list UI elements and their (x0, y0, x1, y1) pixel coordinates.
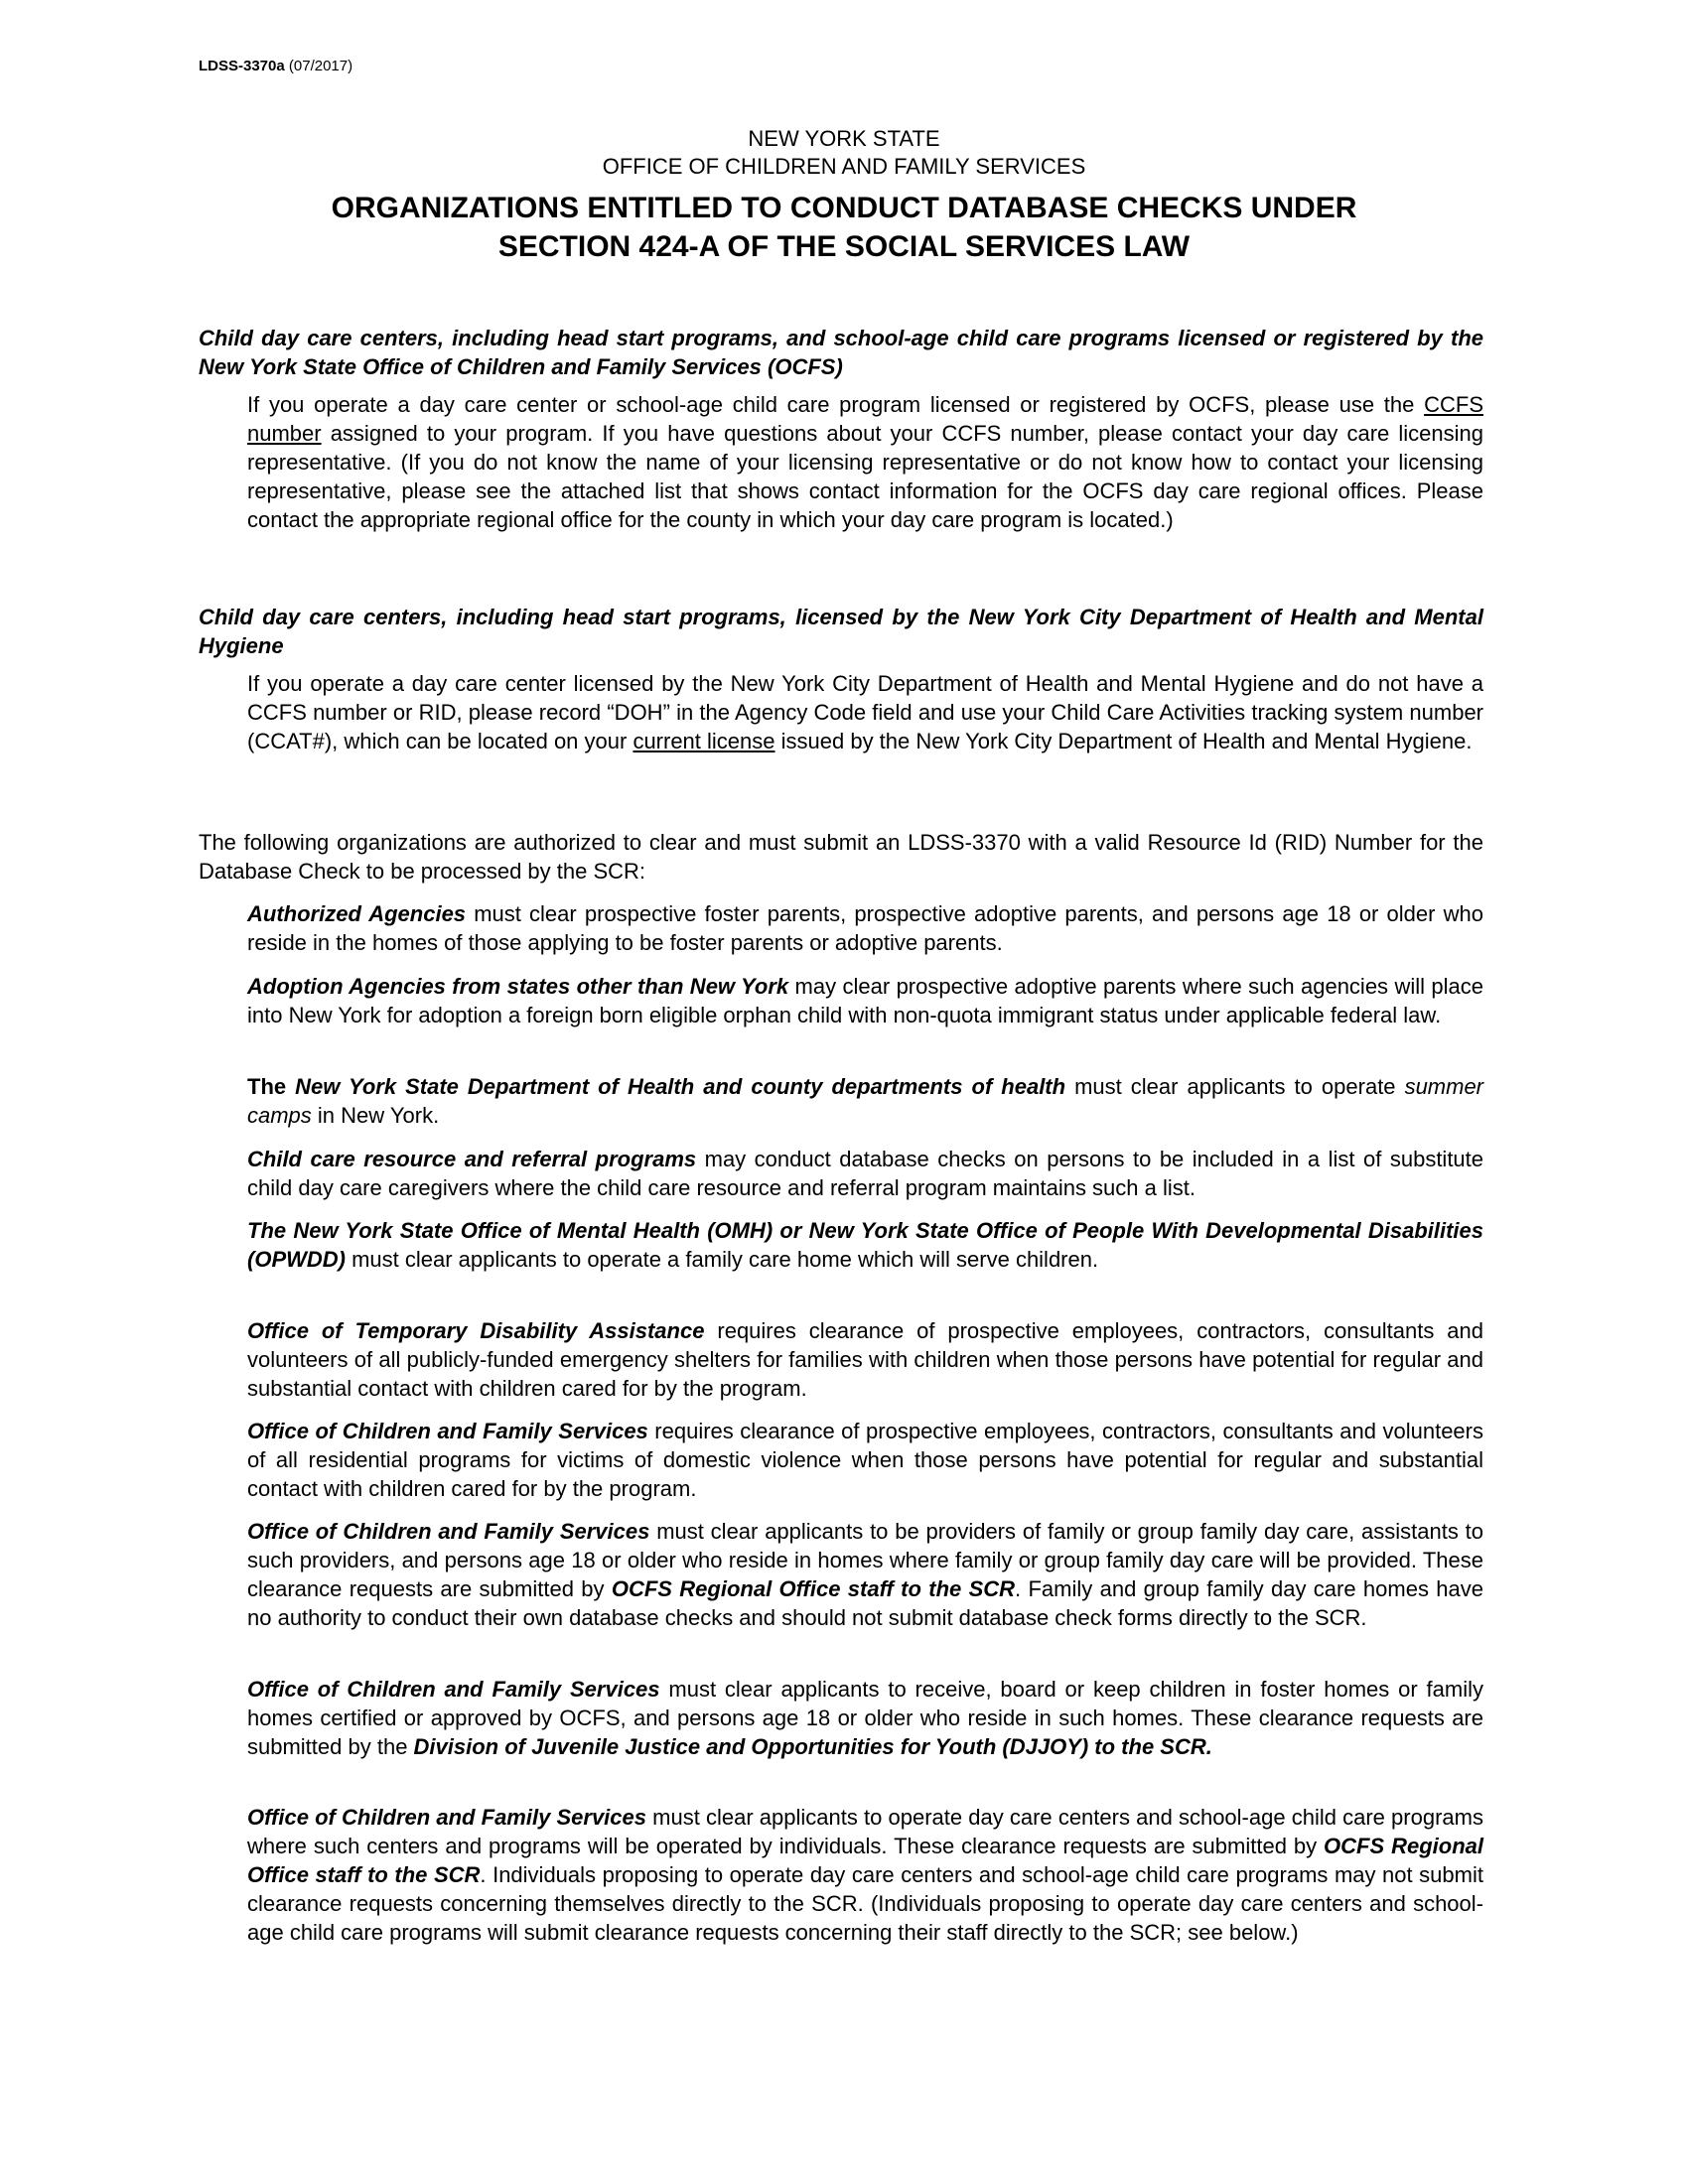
state-name: NEW YORK STATE (748, 126, 940, 151)
item-ocfs-family-day-care: Office of Children and Family Services must clear applicants to be providers of family or group family day care, assistants to such providers, and persons age 18 or older who reside in homes where family or group family day care will be provided. These clearance requests are submitted by OCFS Regional Office staff to the SCR. Family and group family day care homes have no authority to conduct their own database checks and should not submit database check forms directly to the SCR. (247, 1519, 1483, 1630)
item-ocfs-day-care-centers: Office of Children and Family Services must clear applicants to operate day care centers and school-age child care programs where such centers and programs will be operated by individuals. These clearance requests are submitted by OCFS Regional Office staff to the SCR. Individuals proposing to operate day care centers and school-age child care programs may not submit clearance requests concerning themselves directly to the SCR. (Individuals proposing to operate day care centers and school-age child care programs will submit clearance requests concerning their staff directly to the SCR; see below.) (247, 1805, 1483, 1945)
page-title-line2: SECTION 424-A OF THE SOCIAL SERVICES LAW (497, 230, 1191, 263)
page-title-line1: ORGANIZATIONS ENTITLED TO CONDUCT DATABASE CHECKS UNDER (331, 192, 1357, 224)
current-license-link: current license (633, 729, 775, 753)
section1-heading: Child day care centers, including head start programs, and school-age child care programs licensed or registered by the New York State Office of Children and Family Services (OCFS) (199, 326, 1483, 379)
item-ocfs-foster-homes: Office of Children and Family Services must clear applicants to receive, board or keep children in foster homes or family homes certified or approved by OCFS, and persons age 18 or older who reside in such homes. These clearance requests are submitted by the Division of Juvenile Justice and Opportunities for Youth (DJJOY) to the SCR. (247, 1677, 1483, 1759)
office-name: OFFICE OF CHILDREN AND FAMILY SERVICES (602, 154, 1086, 179)
section2-heading: Child day care centers, including head start programs, licensed by the New York City Department of Health and Mental Hygiene (199, 605, 1483, 658)
ccfs-number-link: CCFS number (247, 392, 1483, 446)
form-id (199, 58, 352, 74)
form-date: (07/2017) (288, 58, 353, 74)
section1-paragraph: If you operate a day care center or school-age child care program licensed or registered by OCFS, please use the CCFS number assigned to your program. If you have questions about your CCFS number, please contact your day care licensing representative. (If you do not know the name of your licensing representative or do not know how to contact your licensing representative, please see the attached list that shows contact information for the OCFS day care regional offices. Please contact the appropriate regional office for the county in which your day care program is located.) (247, 392, 1483, 532)
item-adoption-agencies: Adoption Agencies from states other than New York may clear prospective adoptive parents where such agencies will place into New York for adoption a foreign born eligible orphan child with non-quota immigrant status under applicable federal law. (247, 974, 1483, 1027)
item-authorized-agencies: Authorized Agencies must clear prospective foster parents, prospective adoptive parents, and persons age 18 or older who reside in the homes of those applying to be foster parents or adoptive parents. (247, 901, 1483, 955)
intro-paragraph: The following organizations are authorized to clear and must submit an LDSS-3370 with a valid Resource Id (RID) Number for the Database Check to be processed by the SCR: (199, 830, 1483, 884)
section2-paragraph: If you operate a day care center licensed by the New York City Department of Health and Mental Hygiene and do not have a CCFS number or RID, please record “DOH” in the Agency Code field and use your Child Care Activities tracking system number (CCAT#), which can be located on your current license issued by the New York City Department of Health and Mental Hygiene. (247, 671, 1483, 753)
item-child-care-resource: Child care resource and referral programs may conduct database checks on persons to be included in a list of substitute child day care caregivers where the child care resource and referral program maintains such a list. (247, 1147, 1484, 1200)
item-omh-opwdd: The New York State Office of Mental Health (OMH) or New York State Office of People With Developmental Disabilities (OPWDD) must clear applicants to operate a family care home which will serve children. (247, 1218, 1483, 1272)
form-code: LDSS-3370a (199, 58, 285, 74)
item-department-of-health: The New York State Department of Health and county departments of health must clear applicants to operate summer camps in New York. (247, 1074, 1484, 1128)
item-temporary-disability: Office of Temporary Disability Assistance requires clearance of prospective employees, contractors, consultants and volunteers of all publicly-funded emergency shelters for families with children when those persons have potential for regular and substantial contact with children cared for by the program. (247, 1318, 1483, 1401)
item-ocfs-domestic-violence: Office of Children and Family Services requires clearance of prospective employees, contractors, consultants and volunteers of all residential programs for victims of domestic violence when those persons have potential for regular and substantial contact with children cared for by the program. (247, 1419, 1483, 1501)
